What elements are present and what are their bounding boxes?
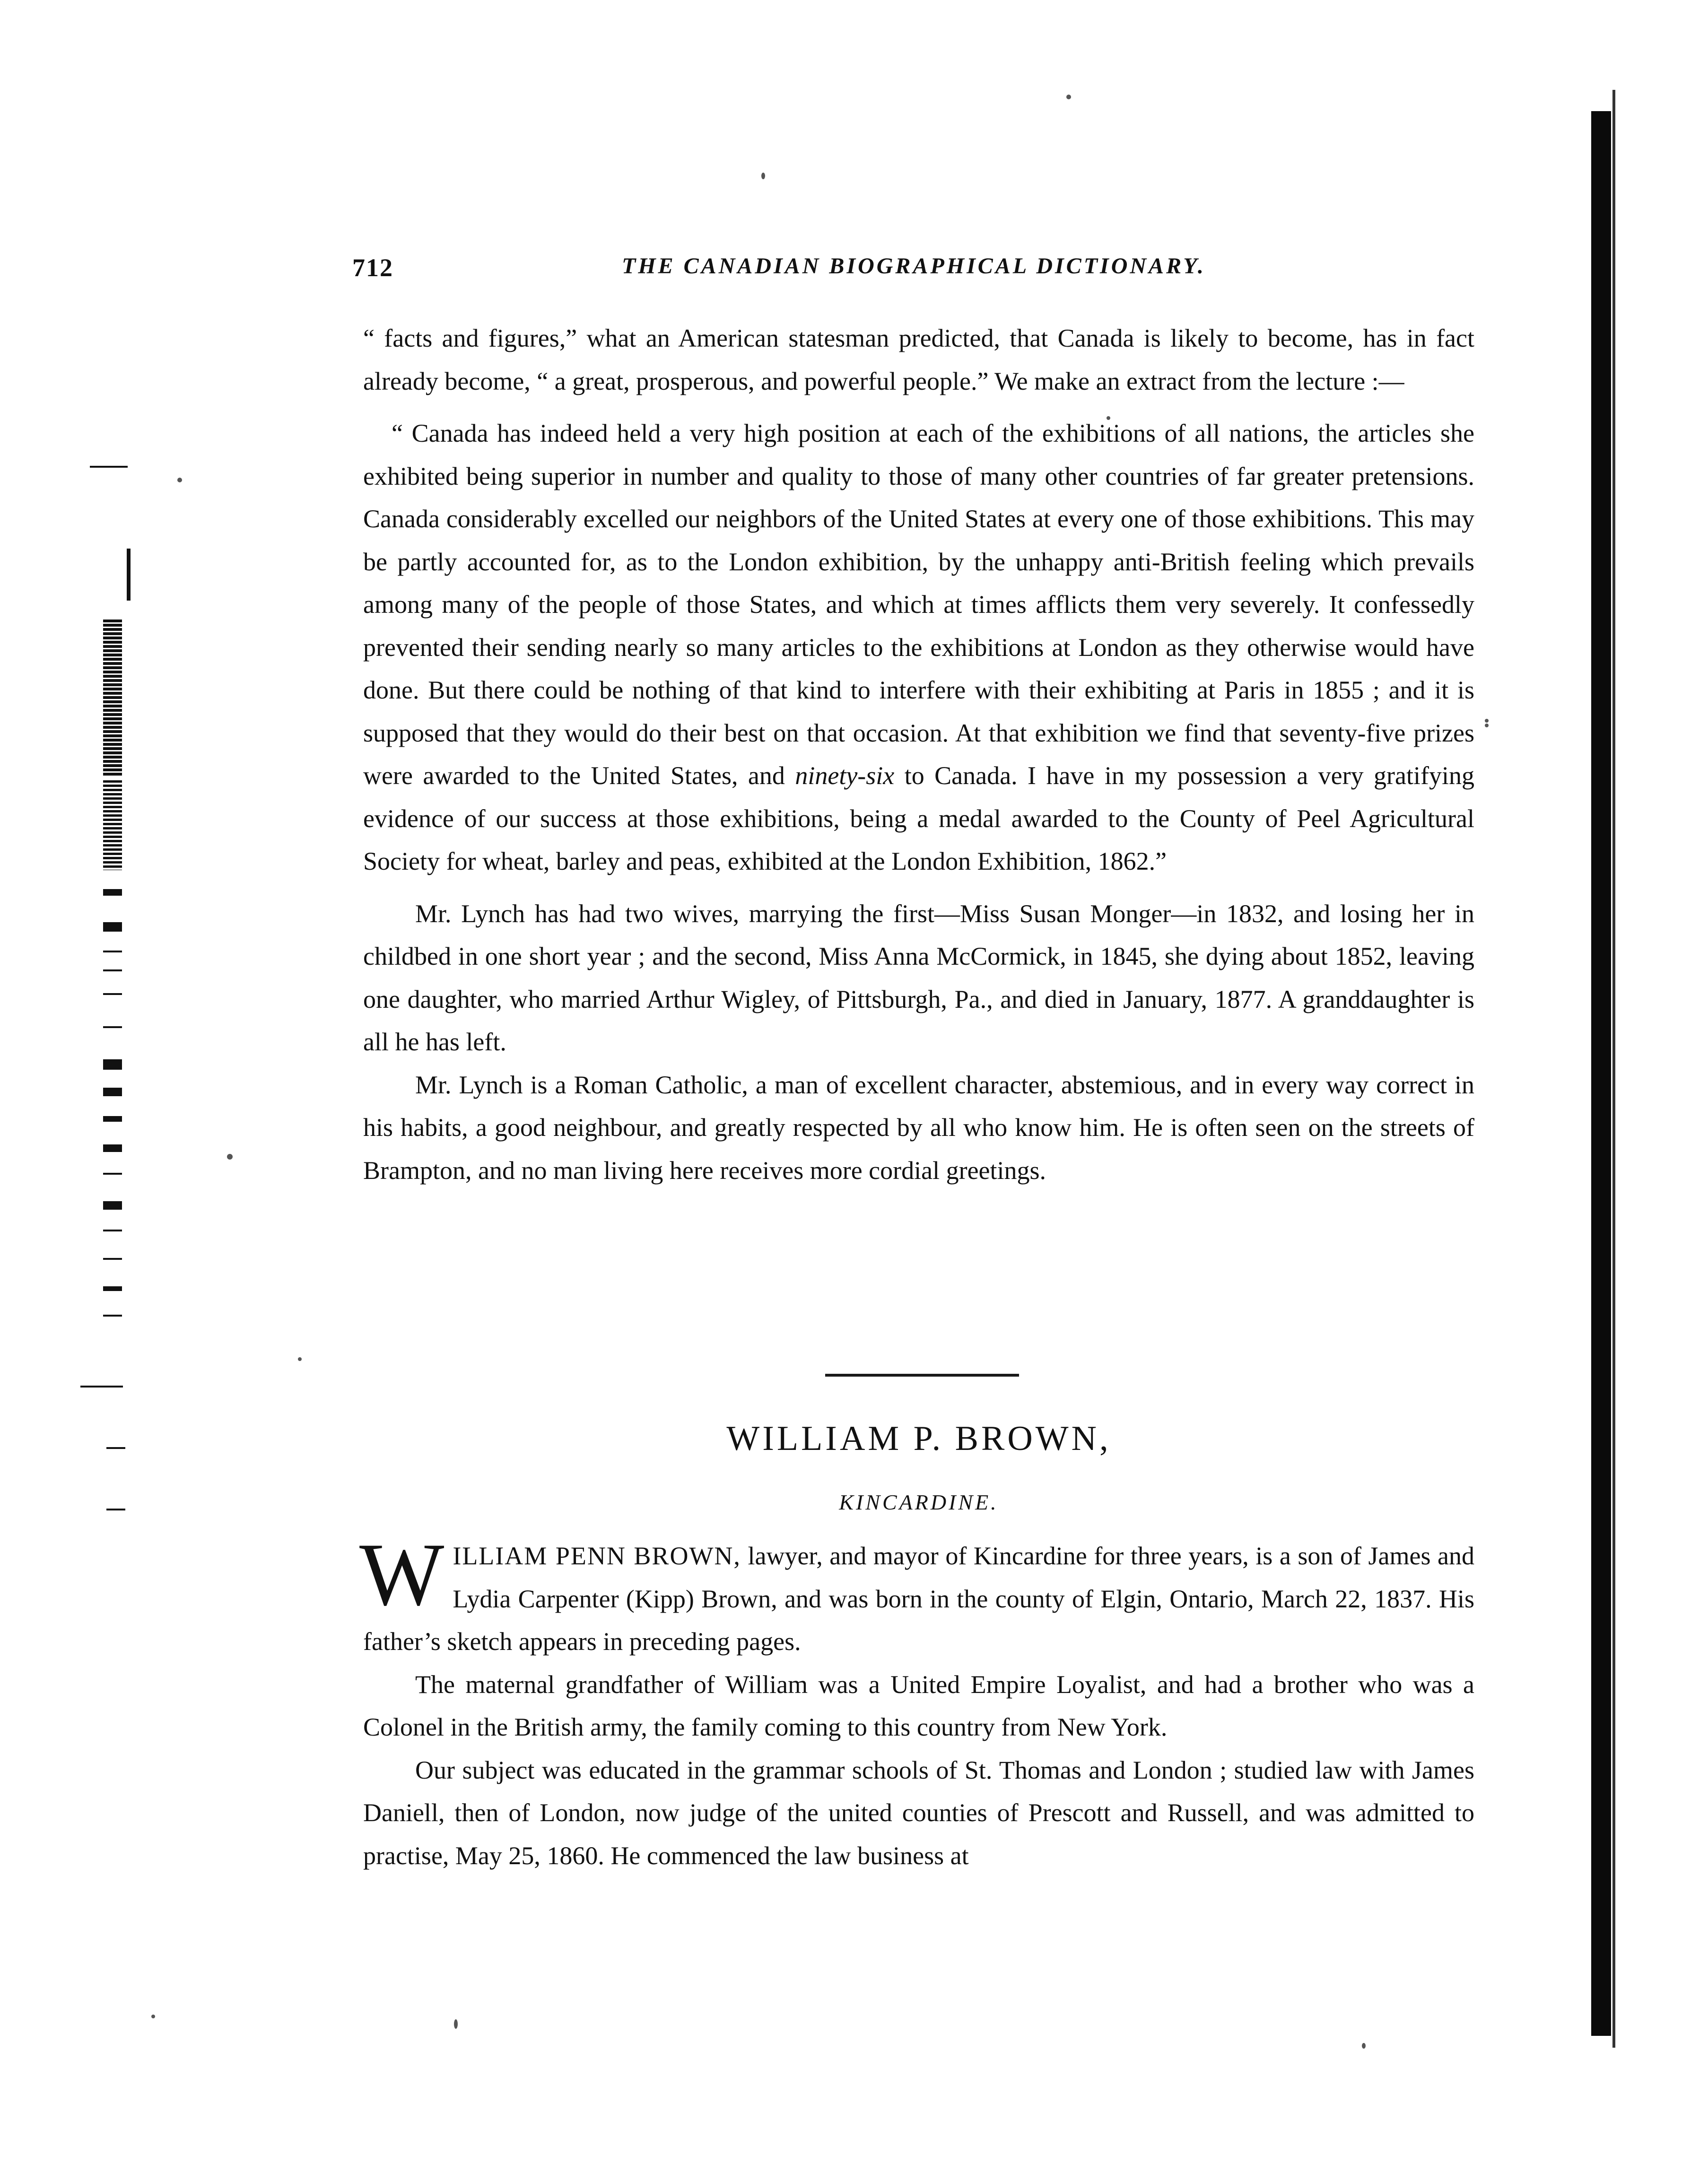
entry-place-subheading: KINCARDINE.: [839, 1490, 999, 1514]
entry-second-paragraph: The maternal grandfather of William was a United Empire Loyalist, and had a brother who was a Colonel in the British army, the family coming to this country from New York.: [363, 1670, 1474, 1741]
page-number: 712: [352, 253, 393, 282]
drop-cap: W: [359, 1525, 444, 1624]
entry-opening-caps: ILLIAM PENN BROWN,: [453, 1542, 741, 1570]
entry-first-paragraph-text: lawyer, and mayor of Kincardine for three years, is a son of James and Lydia Carpenter (Kipp) Brown, and was born in the county of Elgin, Ontario, March 22, 1837. His father’s sketch appears in preceding pages.: [363, 1542, 1474, 1656]
entry-name-heading: WILLIAM P. BROWN,: [726, 1419, 1111, 1458]
quote-text-part1: “ Canada has indeed held a very high position at each of the exhibitions of all nations, the articles she exhibited being superior in number and quality to those of many other countries of far greater pretensions. Canada considerably excelled our neighbors of the United States at every one of those exhibitions. This may be partly accounted for, as to the London exhibition, by the unhappy anti-British feeling which prevails among many of the people of those States, and which at times afflicts them very severely. It confessedly prevented their sending nearly so many articles to the exhibitions at London as they otherwise would have done. But there could be nothing of that kind to interfere with their exhibiting at Paris in 1855 ; and it is supposed that they would do their best on that occasion. At that exhibition we find that seventy-five prizes were awarded to the United States, and: [363, 419, 1474, 790]
lynch-paragraph-1: Mr. Lynch has had two wives, marrying the first—Miss Susan Monger—in 1832, and losing her in childbed in one short year ; and the second, Miss Anna McCormick, in 1845, she dying about 1852, leaving one daughter, who married Arthur Wigley, of Pittsburgh, Pa., and died in January, 1877. A granddaughter is all he has left.: [363, 899, 1474, 1056]
upper-text-block: [363, 317, 1474, 1192]
entry-third-paragraph: Our subject was educated in the grammar schools of St. Thomas and London ; studied law with James Daniell, then of London, now judge of the united counties of Prescott and Russell, and was admitted to practise, May 25, 1860. He commenced the law business at: [363, 1755, 1474, 1870]
binding-shadow-bar: [1591, 111, 1611, 2036]
intro-paragraph: “ facts and figures,” what an American statesman predicted, that Canada is likely to become, has in fact already become, “ a great, prosperous, and powerful people.” We make an extract from the lecture :—: [363, 324, 1474, 395]
entry-text-block: [359, 1525, 1474, 1877]
binding-edge-line: [1612, 90, 1615, 2048]
section-divider: [825, 1374, 1019, 1377]
quote-text-part2: to Canada. I have in my possession a very gratifying evidence of our success at those exhibitions, being a medal awarded to the County of Peel Agricultural Society for wheat, barley and peas, exhibited at the London Exhibition, 1862.”: [363, 761, 1474, 875]
lynch-paragraph-2: Mr. Lynch is a Roman Catholic, a man of excellent character, abstemious, and in every way correct in his habits, a good neighbour, and greatly respected by all who know him. He is often seen on the streets of Brampton, and no man living here receives more cordial greetings.: [363, 1070, 1474, 1185]
running-head: [352, 253, 1464, 291]
quote-emphasis: ninety-six: [795, 761, 895, 790]
quote-paragraph: [363, 412, 1474, 883]
entry-first-paragraph: [359, 1525, 1474, 1663]
running-title: THE CANADIAN BIOGRAPHICAL DICTIONARY.: [622, 253, 1206, 279]
